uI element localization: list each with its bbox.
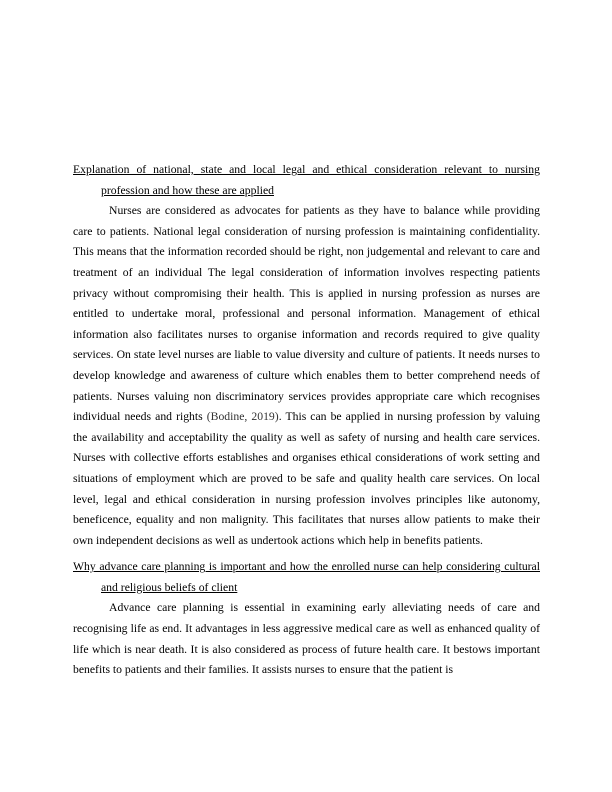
paragraph-legal-ethical bbox=[73, 201, 540, 551]
section-heading-advance-care: Why advance care planning is important and how the enrolled nurse can help considering cultural and religious beliefs of client bbox=[73, 560, 540, 594]
section-heading-legal-ethical: Explanation of national, state and local legal and ethical consideration relevant to nursing profession and how these are applied bbox=[73, 163, 540, 197]
citation: (Bodine, 2019) bbox=[206, 410, 279, 424]
paragraph-text: . This can be applied in nursing profession by valuing the availability and acceptability the quality as well as safety of nursing and health care services. Nurses with collective efforts establishes and organises ethical considerations of work setting and situations of employment which are proved to be safe and quality health care services. On local level, legal and ethical consideration in nursing profession involves principles like autonomy, beneficence, equality and non malignity. This facilitates that nurses allow patients to make their own independent decisions as well as undertook actions which help in benefits patients. bbox=[73, 410, 540, 547]
paragraph-advance-care: Advance care planning is essential in examining early alleviating needs of care and recognising life as end. It advantages in less aggressive medical care as well as enhanced quality of life which is near death. It is also considered as process of future health care. It bestows important benefits to patients and their families. It assists nurses to ensure that the patient is bbox=[73, 601, 540, 677]
paragraph-text: Nurses are considered as advocates for patients as they have to balance while providing care to patients. National legal consideration of nursing profession is maintaining confidentiality. This means that the information recorded should be right, non judgemental and relevant to care and treatment of an individual The legal consideration of information involves respecting patients privacy without compromising their health. This is applied in nursing profession as nurses are entitled to undertake moral, professional and personal information. Management of ethical information also facilitates nurses to organise information and records required to give quality services. On state level nurses are liable to value diversity and culture of patients. It needs nurses to develop knowledge and awareness of culture which enables them to better comprehend needs of patients. Nurses valuing non discriminatory services provides appropriate care which recognises individual needs and rights bbox=[73, 204, 540, 424]
document-page bbox=[73, 160, 540, 681]
